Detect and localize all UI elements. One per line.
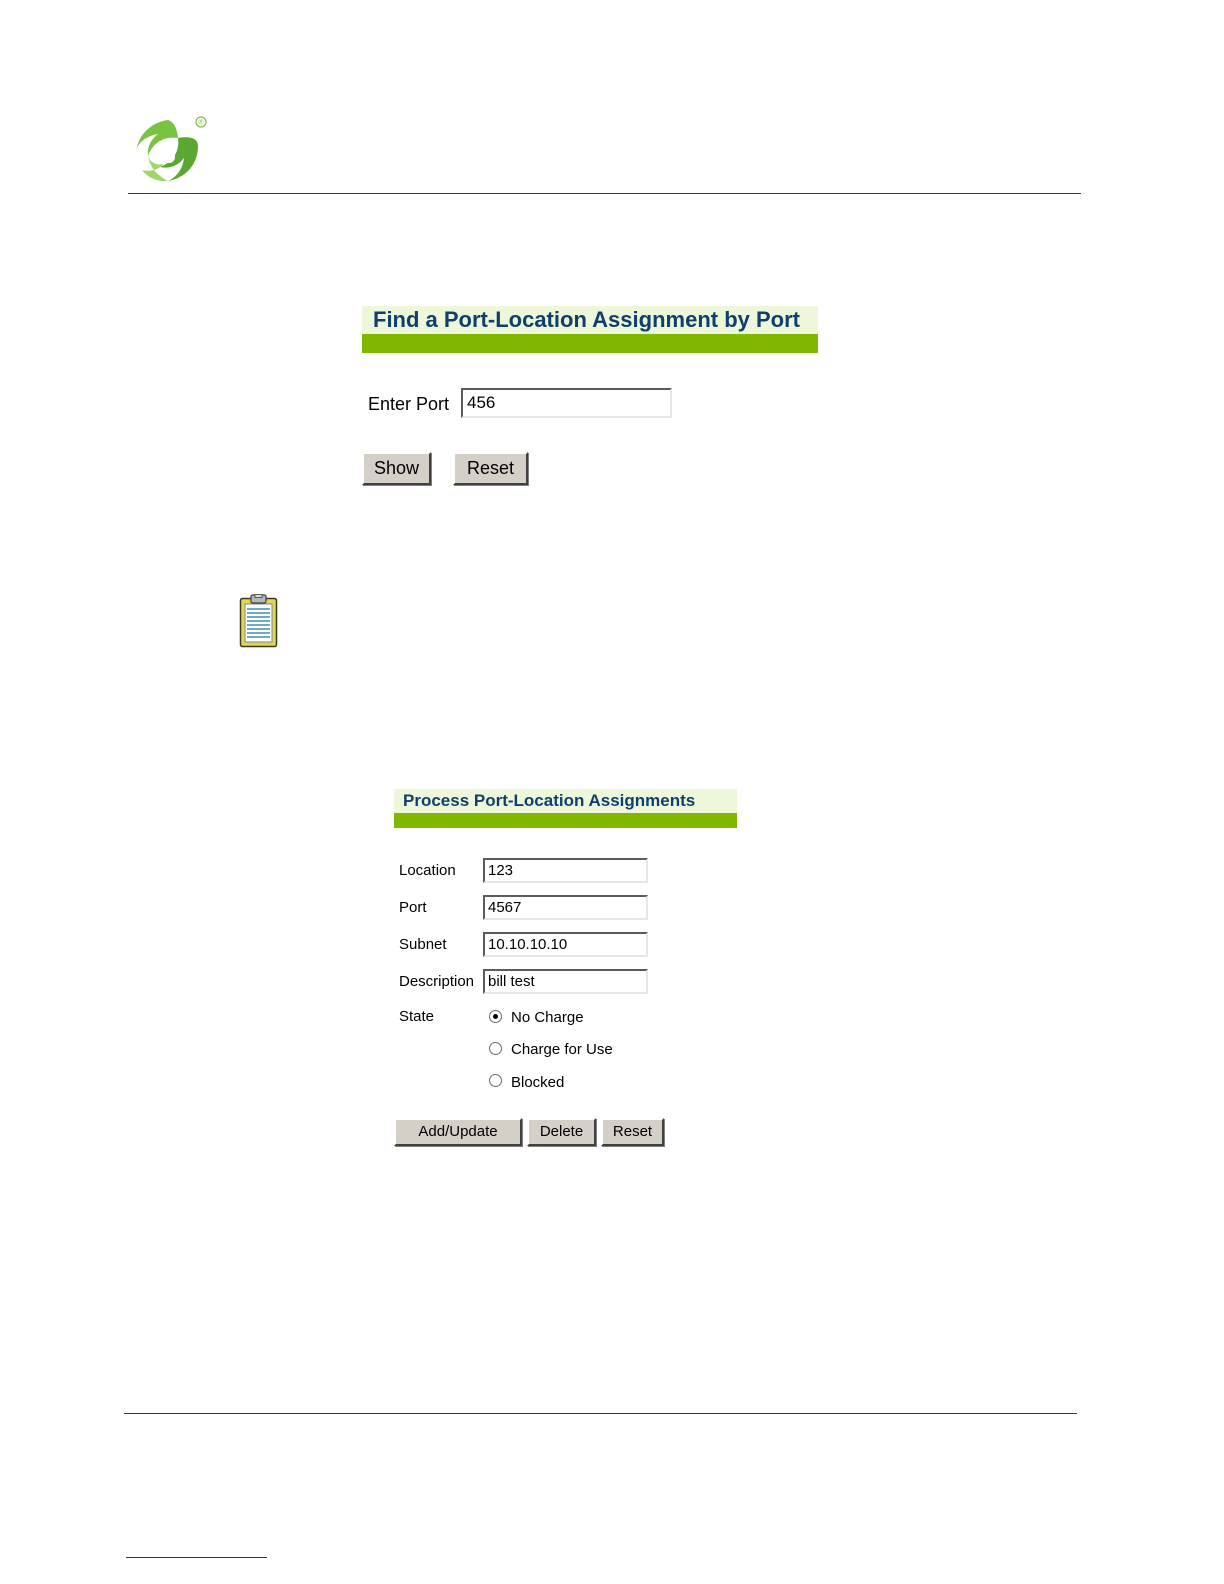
location-label: Location [399, 862, 456, 879]
subnet-label: Subnet [399, 936, 447, 953]
description-label: Description [399, 973, 475, 990]
radio-blocked[interactable] [489, 1074, 502, 1087]
registered-mark: ® [198, 119, 204, 127]
radio-selected-dot [493, 1014, 498, 1019]
add-update-button[interactable]: Add/Update [394, 1118, 522, 1146]
banner-band [394, 813, 737, 828]
radio-no-charge-label: No Charge [511, 1009, 584, 1026]
show-button[interactable]: Show [362, 452, 431, 485]
radio-blocked-label: Blocked [511, 1074, 565, 1091]
delete-button[interactable]: Delete [527, 1118, 596, 1146]
swirl-logo-icon [128, 112, 212, 188]
process-section-banner [394, 789, 737, 828]
find-section-title: Find a Port-Location Assignment by Port [373, 307, 800, 332]
footer-rule [124, 1413, 1077, 1414]
banner-band [362, 334, 818, 353]
subnet-input[interactable]: 10.10.10.10 [483, 932, 648, 957]
enter-port-input[interactable]: 456 [461, 388, 672, 418]
find-section-banner [362, 306, 818, 353]
process-reset-button[interactable]: Reset [601, 1118, 664, 1146]
clipboard-icon [238, 594, 280, 649]
find-reset-button[interactable]: Reset [453, 452, 528, 485]
header-rule [128, 193, 1081, 194]
port-label: Port [399, 899, 427, 916]
process-section-title: Process Port-Location Assignments [403, 791, 696, 810]
radio-no-charge[interactable] [489, 1010, 502, 1023]
description-input[interactable]: bill test [483, 969, 648, 994]
port-input[interactable]: 4567 [483, 895, 648, 920]
footnote-rule [126, 1557, 267, 1558]
company-logo [128, 112, 212, 188]
radio-charge-for-use-label: Charge for Use [511, 1041, 613, 1058]
radio-charge-for-use[interactable] [489, 1042, 502, 1055]
enter-port-label: Enter Port [368, 394, 450, 414]
location-input[interactable]: 123 [483, 858, 648, 883]
state-label: State [399, 1008, 435, 1025]
